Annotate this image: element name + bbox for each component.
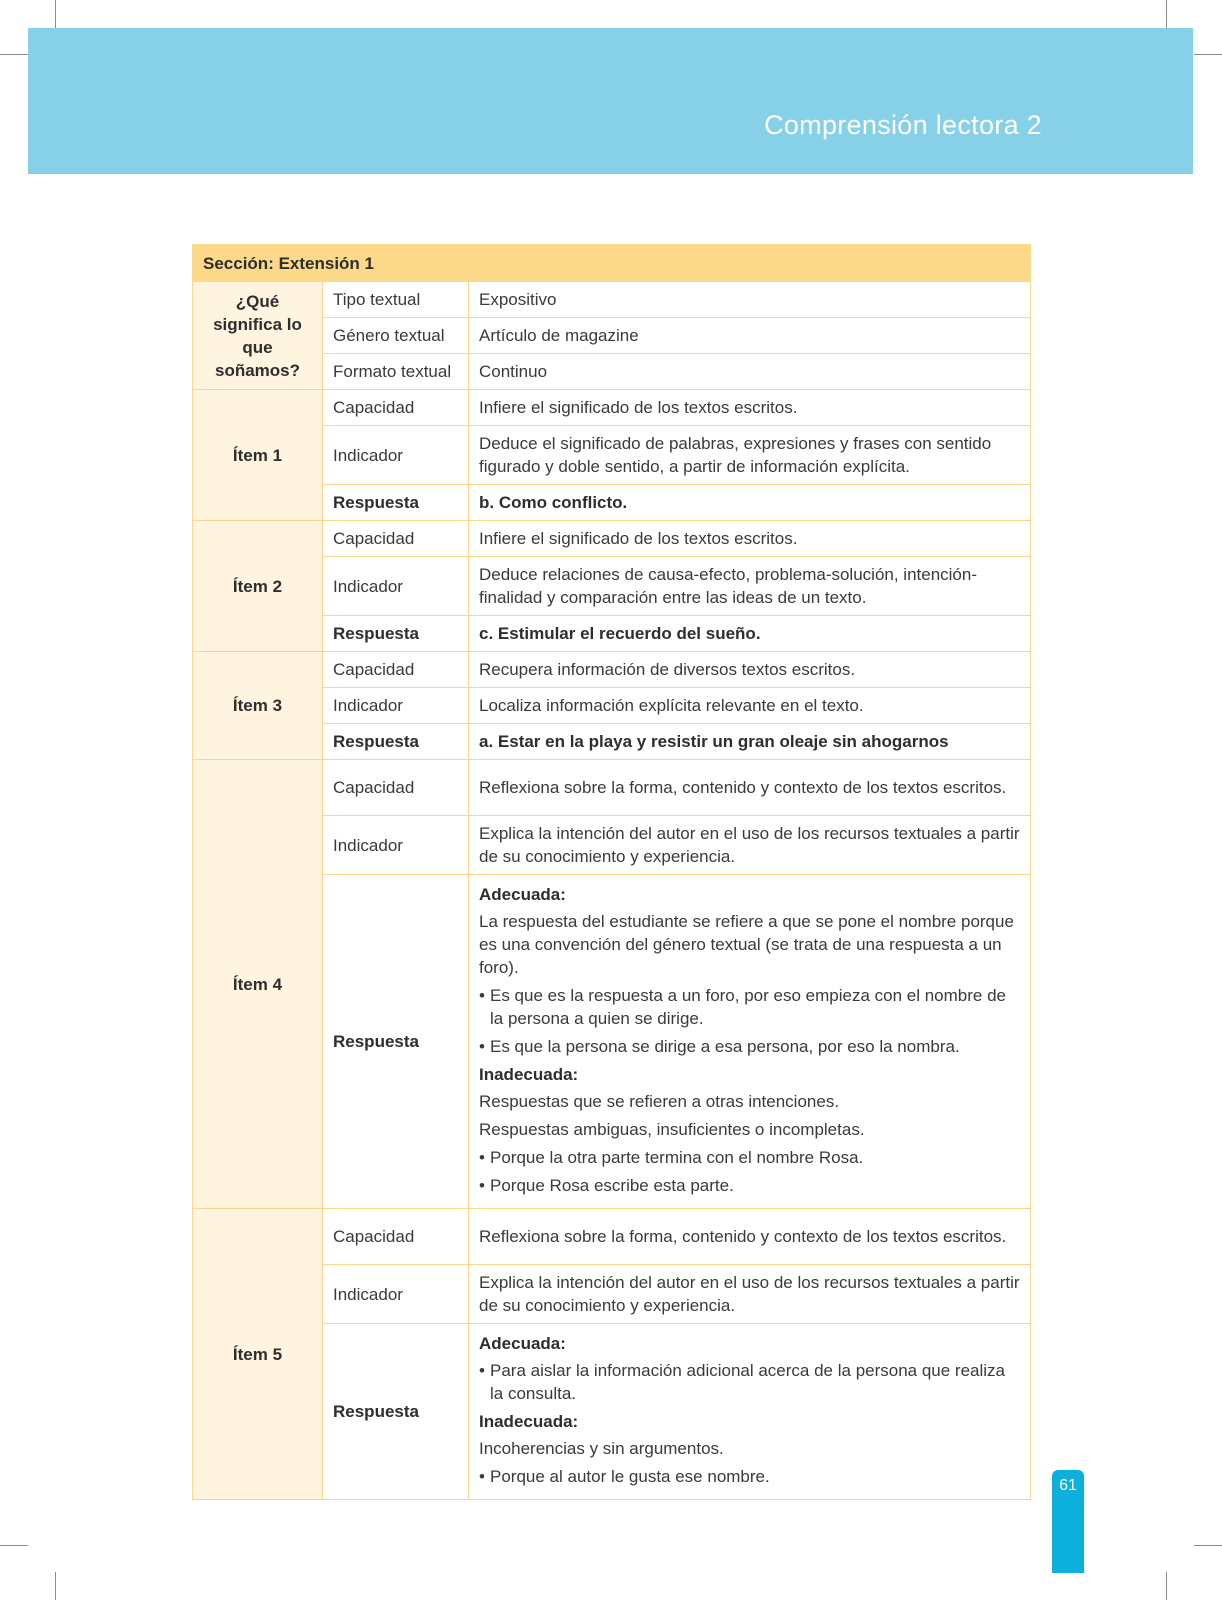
crop-mark bbox=[1166, 0, 1167, 28]
answer-block bbox=[469, 1324, 1031, 1500]
field-label: Indicador bbox=[323, 557, 469, 616]
indicator-text: Deduce relaciones de causa-efecto, problema-solución, intención-finalidad y comparación entre las ideas de un texto. bbox=[469, 557, 1031, 616]
section-heading: Sección: Extensión 1 bbox=[193, 245, 1031, 282]
indicator-text: Deduce el significado de palabras, expresiones y frases con sentido figurado y doble sentido, a partir de información explícita. bbox=[469, 426, 1031, 485]
page-number: 61 bbox=[1059, 1477, 1077, 1494]
item-label: Ítem 3 bbox=[193, 652, 323, 760]
field-value: Artículo de magazine bbox=[469, 318, 1031, 354]
adequate-text: La respuesta del estudiante se refiere a que se pone el nombre porque es una convención del género textual (se trata de una respuesta a un foro). bbox=[479, 912, 1014, 977]
table-row bbox=[193, 652, 1031, 688]
answer-text: c. Estimular el recuerdo del sueño. bbox=[469, 616, 1031, 652]
field-label: Respuesta bbox=[323, 875, 469, 1209]
page-header-title: Comprensión lectora 2 bbox=[764, 110, 1042, 140]
inadequate-heading: Inadecuada: bbox=[479, 1065, 579, 1084]
field-label: Respuesta bbox=[323, 724, 469, 760]
table-row bbox=[193, 521, 1031, 557]
answer-text: a. Estar en la playa y resistir un gran oleaje sin ahogarnos bbox=[469, 724, 1031, 760]
indicator-text: Explica la intención del autor en el uso de los recursos textuales a partir de su conocimiento y experiencia. bbox=[469, 816, 1031, 875]
table-row bbox=[193, 282, 1031, 318]
answer-text: b. Como conflicto. bbox=[469, 485, 1031, 521]
header-band bbox=[28, 28, 1193, 174]
adequate-heading: Adecuada: bbox=[479, 885, 566, 904]
field-label: Capacidad bbox=[323, 1209, 469, 1265]
list-item: • Porque la otra parte termina con el nombre Rosa. bbox=[479, 1146, 1020, 1169]
capacity-text: Reflexiona sobre la forma, contenido y contexto de los textos escritos. bbox=[469, 1209, 1031, 1265]
capacity-text: Infiere el significado de los textos escritos. bbox=[469, 390, 1031, 426]
list-item: • Es que la persona se dirige a esa persona, por eso la nombra. bbox=[479, 1035, 1020, 1058]
item-label: Ítem 5 bbox=[193, 1209, 323, 1500]
table-row bbox=[193, 390, 1031, 426]
field-label: Indicador bbox=[323, 816, 469, 875]
list-item: • Porque al autor le gusta ese nombre. bbox=[479, 1465, 1020, 1488]
crop-mark bbox=[55, 1572, 56, 1600]
field-label: Respuesta bbox=[323, 485, 469, 521]
inadequate-text: Respuestas que se refieren a otras intenciones. bbox=[479, 1092, 840, 1111]
inadequate-heading: Inadecuada: bbox=[479, 1412, 579, 1431]
field-label: Indicador bbox=[323, 688, 469, 724]
table-row bbox=[193, 1209, 1031, 1265]
field-label: Tipo textual bbox=[323, 282, 469, 318]
indicator-text: Localiza información explícita relevante en el texto. bbox=[469, 688, 1031, 724]
field-label: Género textual bbox=[323, 318, 469, 354]
list-item: • Es que es la respuesta a un foro, por eso empieza con el nombre de la persona a quien se dirige. bbox=[479, 984, 1020, 1030]
field-label: Capacidad bbox=[323, 652, 469, 688]
crop-mark bbox=[0, 54, 28, 55]
capacity-text: Infiere el significado de los textos escritos. bbox=[469, 521, 1031, 557]
table-row bbox=[193, 760, 1031, 816]
field-label: Respuesta bbox=[323, 1324, 469, 1500]
field-label: Indicador bbox=[323, 426, 469, 485]
capacity-text: Reflexiona sobre la forma, contenido y contexto de los textos escritos. bbox=[469, 760, 1031, 816]
assessment-table bbox=[192, 244, 1031, 1500]
crop-mark bbox=[1166, 1572, 1167, 1600]
inadequate-text: Respuestas ambiguas, insuficientes o incompletas. bbox=[479, 1120, 865, 1139]
field-label: Capacidad bbox=[323, 521, 469, 557]
field-label: Indicador bbox=[323, 1265, 469, 1324]
answer-block bbox=[469, 875, 1031, 1209]
adequate-heading: Adecuada: bbox=[479, 1334, 566, 1353]
item-label: Ítem 1 bbox=[193, 390, 323, 521]
crop-mark bbox=[1194, 54, 1222, 55]
field-value: Expositivo bbox=[469, 282, 1031, 318]
field-value: Continuo bbox=[469, 354, 1031, 390]
crop-mark bbox=[1194, 1545, 1222, 1546]
crop-mark bbox=[0, 1545, 28, 1546]
crop-mark bbox=[55, 0, 56, 28]
inadequate-text: Incoherencias y sin argumentos. bbox=[479, 1439, 724, 1458]
capacity-text: Recupera información de diversos textos escritos. bbox=[469, 652, 1031, 688]
list-item: • Porque Rosa escribe esta parte. bbox=[479, 1174, 1020, 1197]
list-item: • Para aislar la información adicional acerca de la persona que realiza la consulta. bbox=[479, 1359, 1020, 1405]
reading-title: ¿Qué significa lo que soñamos? bbox=[193, 282, 323, 390]
section-row bbox=[193, 245, 1031, 282]
item-label: Ítem 4 bbox=[193, 760, 323, 1209]
field-label: Capacidad bbox=[323, 390, 469, 426]
field-label: Capacidad bbox=[323, 760, 469, 816]
indicator-text: Explica la intención del autor en el uso de los recursos textuales a partir de su conocimiento y experiencia. bbox=[469, 1265, 1031, 1324]
field-label: Respuesta bbox=[323, 616, 469, 652]
field-label: Formato textual bbox=[323, 354, 469, 390]
item-label: Ítem 2 bbox=[193, 521, 323, 652]
